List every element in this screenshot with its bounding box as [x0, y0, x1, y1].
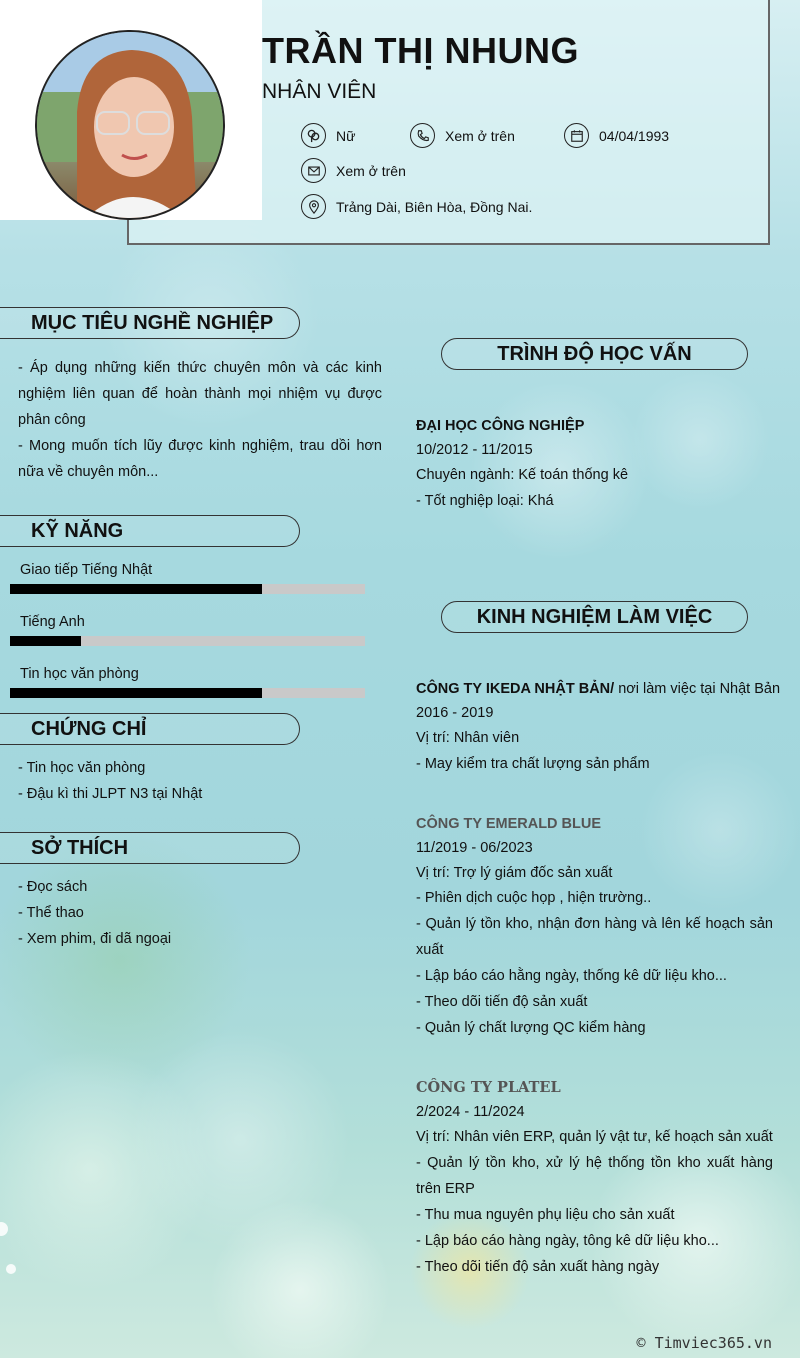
- job-task: - Phiên dịch cuộc họp , hiện trường..: [416, 890, 652, 906]
- education-major: Chuyên ngành: Kế toán thống kê: [416, 467, 629, 483]
- job-company: CÔNG TY PLATEL: [416, 1079, 561, 1096]
- skill-name: Tin học văn phòng: [20, 666, 139, 682]
- hobby-item: - Thể thao: [18, 905, 84, 921]
- education-period: 10/2012 - 11/2015: [416, 442, 533, 458]
- job-company: CÔNG TY IKEDA NHẬT BẢN/: [416, 681, 615, 697]
- job-task: - Lập báo cáo hàng ngày, tông kê dữ liệu kho...: [416, 1233, 719, 1249]
- job-tasks: [416, 1150, 773, 1280]
- job-company-line: [416, 681, 780, 697]
- hobby-item: - Đọc sách: [18, 879, 88, 895]
- job-task: - Thu mua nguyên phụ liệu cho sản xuất: [416, 1207, 675, 1223]
- job-task: - Quản lý tồn kho, nhận đơn hàng và lên kế hoạch sản xuất: [416, 916, 773, 958]
- hobby-item: - Xem phim, đi dã ngoại: [18, 931, 172, 947]
- decorative-flower: [0, 1222, 8, 1236]
- job-period: 2016 - 2019: [416, 705, 494, 721]
- job-task: - May kiểm tra chất lượng sản phẩm: [416, 756, 650, 772]
- phone-value: Xem ở trên: [445, 128, 515, 144]
- objective-text: [18, 355, 382, 485]
- calendar-icon: [564, 123, 589, 148]
- section-title-experience: KINH NGHIỆM LÀM VIỆC: [441, 601, 748, 633]
- skill-level-bar: [10, 636, 365, 646]
- job-task: - Theo dõi tiến độ sản xuất hàng ngày: [416, 1259, 660, 1275]
- phone-icon: [410, 123, 435, 148]
- section-title-certificates: CHỨNG CHỈ: [0, 713, 300, 745]
- job-company-note: nơi làm việc tại Nhật Bản: [614, 681, 781, 697]
- education-school: ĐẠI HỌC CÔNG NGHIỆP: [416, 418, 585, 434]
- section-title-skills: KỸ NĂNG: [0, 515, 300, 547]
- gender-icon: [301, 123, 326, 148]
- email-icon: [301, 158, 326, 183]
- address-value: Trảng Dài, Biên Hòa, Đồng Nai.: [336, 199, 533, 215]
- objective-line: - Mong muốn tích lũy được kinh nghiệm, trau dồi hơn nữa về chuyên môn...: [18, 438, 382, 480]
- skill-level-fill: [10, 688, 262, 698]
- skill-level-bar: [10, 688, 365, 698]
- email-value: Xem ở trên: [336, 163, 406, 179]
- education-grade: - Tốt nghiệp loại: Khá: [416, 493, 554, 509]
- skill-level-fill: [10, 636, 81, 646]
- job-task: - Quản lý chất lượng QC kiểm hàng: [416, 1020, 646, 1036]
- job-tasks: [416, 885, 773, 1041]
- avatar: [35, 30, 225, 220]
- location-icon: [301, 194, 326, 219]
- gender-value: Nữ: [336, 128, 356, 144]
- photo-frame: [0, 0, 262, 220]
- section-title-education: TRÌNH ĐỘ HỌC VẤN: [441, 338, 748, 370]
- certificate-item: - Đậu kì thi JLPT N3 tại Nhật: [18, 786, 203, 802]
- objective-line: - Áp dụng những kiến thức chuyên môn và các kinh nghiệm liên quan để hoàn thành mọi nhiệm vụ được phân công: [18, 360, 382, 428]
- candidate-name: TRẦN THỊ NHUNG: [262, 30, 579, 71]
- job-company: CÔNG TY EMERALD BLUE: [416, 816, 602, 832]
- skill-name: Tiếng Anh: [20, 614, 85, 630]
- job-role: Vị trí: Trợ lý giám đốc sản xuất: [416, 865, 613, 881]
- job-period: 11/2019 - 06/2023: [416, 840, 533, 856]
- skill-name: Giao tiếp Tiếng Nhật: [20, 562, 153, 578]
- job-task: - Quản lý tồn kho, xử lý hệ thống tồn kho xuất hàng trên ERP: [416, 1155, 773, 1197]
- candidate-position: NHÂN VIÊN: [262, 80, 377, 103]
- decorative-flower: [6, 1264, 16, 1274]
- skill-level-fill: [10, 584, 262, 594]
- birthday-value: 04/04/1993: [599, 128, 670, 144]
- job-task: - Lập báo cáo hằng ngày, thống kê dữ liệu kho...: [416, 968, 727, 984]
- certificate-item: - Tin học văn phòng: [18, 760, 146, 776]
- skill-level-bar: [10, 584, 365, 594]
- section-title-hobbies: SỞ THÍCH: [0, 832, 300, 864]
- footer-copyright: © Timviec365.vn: [636, 1334, 772, 1352]
- avatar-portrait: [37, 32, 225, 220]
- job-period: 2/2024 - 11/2024: [416, 1104, 525, 1120]
- job-role: Vị trí: Nhân viên: [416, 730, 520, 746]
- job-task: - Theo dõi tiến độ sản xuất: [416, 994, 588, 1010]
- section-title-objective: MỤC TIÊU NGHỀ NGHIỆP: [0, 307, 300, 339]
- job-role: Vị trí: Nhân viên ERP, quản lý vật tư, kế hoạch sản xuất: [416, 1129, 773, 1145]
